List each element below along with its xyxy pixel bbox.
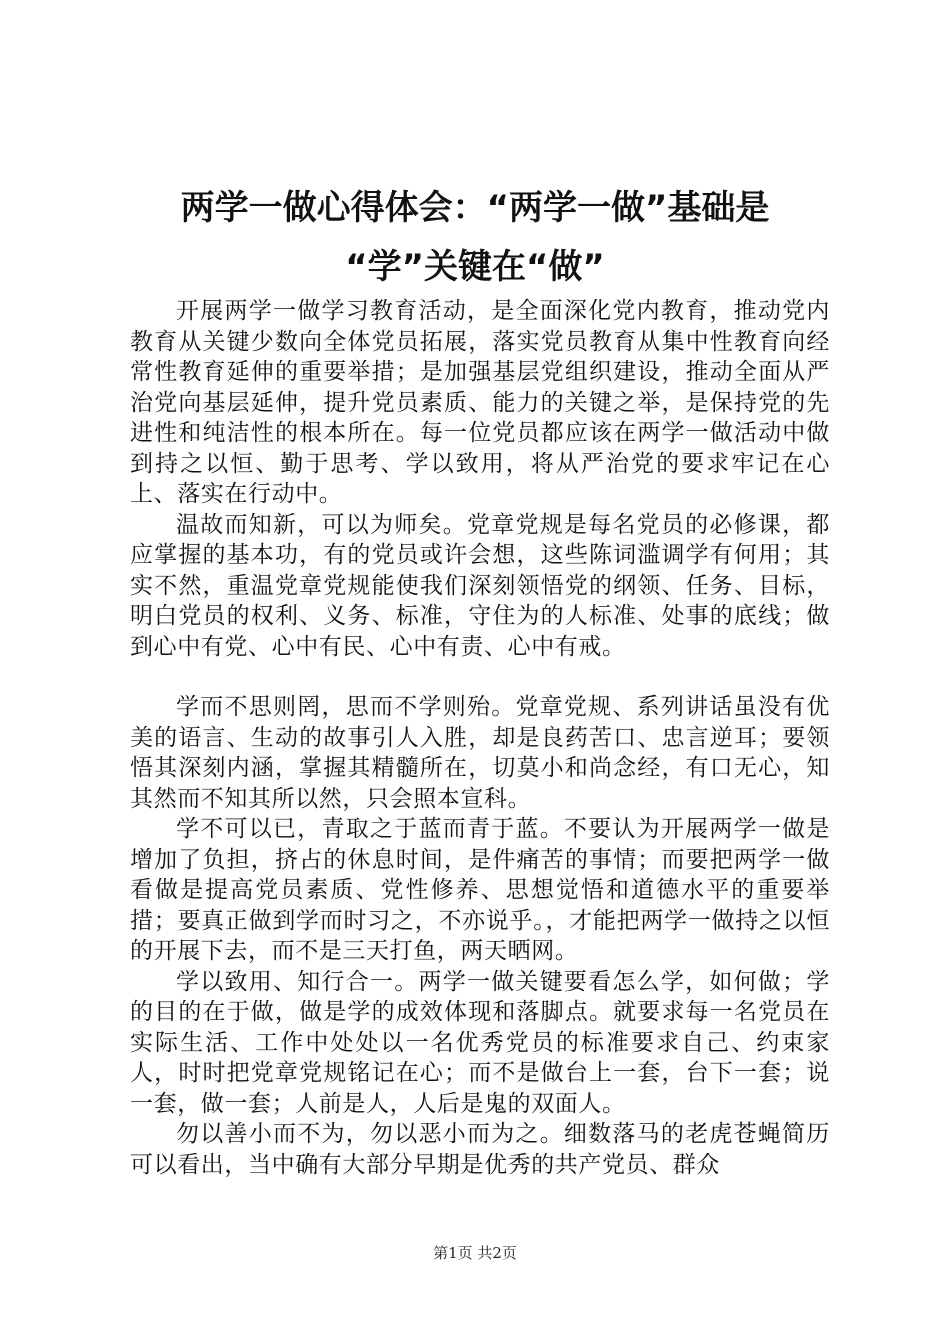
paragraph-1: 开展两学一做学习教育活动，是全面深化党内教育，推动党内教育从关键少数向全体党员拓展，落实党员教育从集中性教育向经常性教育延伸的重要举措；是加强基层党组织建设，推动全面从严治党向基层延伸，提升党员素质、能力的关键之举，是保持党的先进性和纯洁性的根本所在。每一位党员都应该在两学一做活动中做到持之以恒、勤于思考、学以致用，将从严治党的要求牢记在心上、落实在行动中。 xyxy=(130,298,830,507)
document-title-line-2: “学”关键在“做” xyxy=(345,247,605,287)
paragraph-spacer xyxy=(130,662,830,692)
paragraph-5: 学以致用、知行合一。两学一做关键要看怎么学，如何做；学的目的在于做，做是学的成效体现和落脚点。就要求每一名党员在实际生活、工作中处处以一名优秀党员的标准要求自己、约束家人，时时把党章党规铭记在心；而不是做台上一套，台下一套；说一套，做一套；人前是人，人后是鬼的双面人。 xyxy=(130,968,830,1117)
paragraph-4: 学不可以已，青取之于蓝而青于蓝。不要认为开展两学一做是增加了负担，挤占的休息时间，是件痛苦的事情；而要把两学一做看做是提高党员素质、党性修养、思想觉悟和道德水平的重要举措；要真正做到学而时习之，不亦说乎。，才能把两学一做持之以恒的开展下去，而不是三天打鱼，两天晒网。 xyxy=(130,816,830,964)
document-body xyxy=(130,296,830,1180)
document-title-line-1: 两学一做心得体会：“两学一做”基础是 xyxy=(180,188,770,228)
page-number-footer: 第1页 共2页 xyxy=(433,1244,517,1262)
paragraph-2: 温故而知新，可以为师矣。党章党规是每名党员的必修课，都应掌握的基本功，有的党员或许会想，这些陈词滥调学有何用；其实不然，重温党章党规能使我们深刻领悟党的纲领、任务、目标，明白党员的权利、义务、标准，守住为的人标准、处事的底线；做到心中有党、心中有民、心中有责、心中有戒。 xyxy=(130,511,830,660)
paragraph-3: 学而不思则罔，思而不学则殆。党章党规、系列讲话虽没有优美的语言、生动的故事引人入胜，却是良药苦口、忠言逆耳；要领悟其深刻内涵，掌握其精髓所在，切莫小和尚念经，有口无心，知其然而不知其所以然，只会照本宣科。 xyxy=(130,694,830,812)
paragraph-6: 勿以善小而不为，勿以恶小而为之。细数落马的老虎苍蝇简历可以看出，当中确有大部分早期是优秀的共产党员、群众 xyxy=(130,1121,830,1178)
